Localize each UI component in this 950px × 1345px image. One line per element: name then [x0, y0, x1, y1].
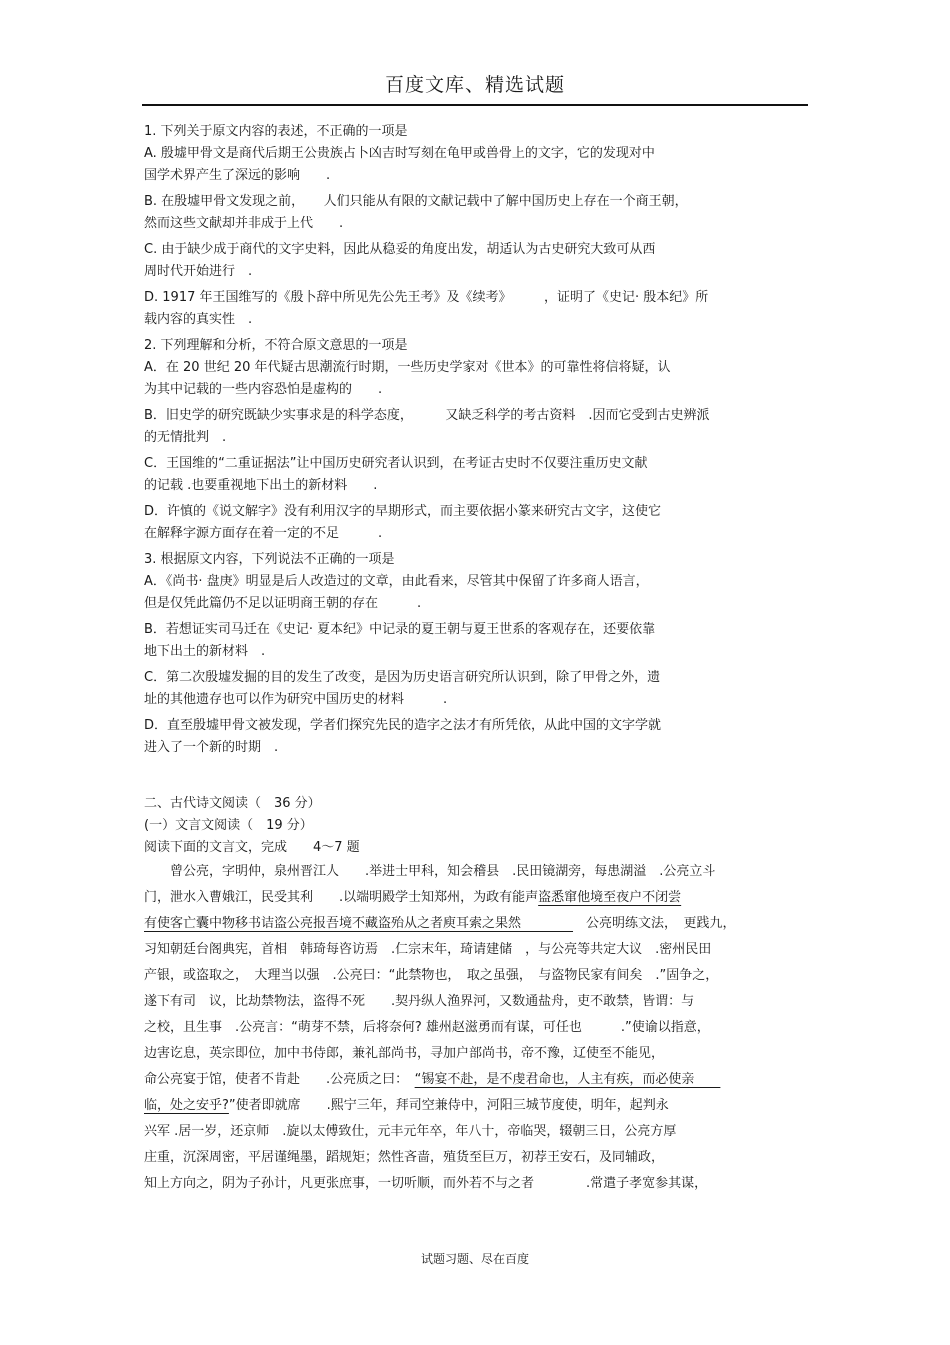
question-stem: 2. 下列理解和分析，不符合原文意思的一项是 — [144, 338, 408, 353]
passage-text: 知上方向之，阴为子孙计，凡更张庶事，一切听顺，而外若不与之者 .常遣子孝宽参其谋， — [144, 1176, 708, 1191]
passage-text: 习知朝廷台阁典宪，首相 韩琦每咨访焉 .仁宗末年，琦请建储 ，与公亮等共定大议 .密州民田 — [144, 942, 712, 957]
passage-line — [144, 1041, 808, 1067]
passage-text: ”使者即就席 .熙宁三年，拜司空兼侍中，河阳三城节度使，明年，起判永 — [228, 1098, 669, 1113]
passage-text: 产银，或盗取之， 大理当以强 .公亮曰：“此禁物也， 取之虽强， 与盗物民家有间矣 .”固争之， — [144, 968, 719, 983]
passage-line — [144, 1171, 808, 1197]
option-line: 的无情批判 . — [144, 430, 227, 445]
page-title: 百度文库、精选试题 — [384, 74, 565, 96]
passage-line — [144, 885, 808, 911]
option-line: 但是仅凭此篇仍不足以证明商王朝的存在 . — [144, 596, 422, 611]
underlined-sentence: “锡宴不赴，是不虔君命也，人主有疾，而必使亲 — [414, 1072, 721, 1087]
option-line: 为其中记载的一些内容恐怕是虚构的 . — [144, 382, 383, 397]
answer-option — [144, 571, 808, 615]
answer-option — [144, 619, 808, 663]
option-line: B. 在殷墟甲骨文发现之前， 人们只能从有限的文献记载中了解中国历史上存在一个商王朝， — [144, 194, 688, 209]
passage-text: 兴军 .居一岁，还京师 .旋以太傅致仕，元丰元年卒，年八十，帝临哭，辍朝三日，公亮方厚 — [144, 1124, 677, 1139]
option-line: 址的其他遗存也可以作为研究中国历史的材料 . — [144, 692, 448, 707]
answer-option — [144, 405, 808, 449]
passage-text: 边害讫息，英宗即位，加中书侍郎，兼礼部尚书，寻加户部尚书，帝不豫，辽使至不能见， — [144, 1046, 665, 1061]
option-line: 载内容的真实性 . — [144, 312, 253, 327]
passage-line — [144, 859, 808, 885]
option-line: A. 殷墟甲骨文是商代后期王公贵族占卜凶吉时写刻在龟甲或兽骨上的文字，它的发现对中 — [144, 146, 655, 161]
passage-line — [144, 1093, 808, 1119]
underlined-sentence: 有使客亡囊中物移书诘盗公亮报吾境不藏盗殆从之者庾耳索之果然 — [144, 916, 574, 931]
option-line: C．第二次殷墟发掘的目的发生了改变，是因为历史语言研究所认识到，除了甲骨之外，遗 — [144, 670, 661, 685]
section-title: 二、古代诗文阅读（ 36 分） — [144, 796, 321, 811]
passage-text: 曾公亮，字明仲，泉州晋江人 .举进士甲科，知会稽县 .民田镜湖旁，每患湖溢 .公亮立斗 — [144, 864, 716, 879]
answer-option — [144, 357, 808, 401]
passage-line — [144, 1145, 808, 1171]
option-line: D．许慎的《说文解字》没有利用汉字的早期形式，而主要依据小篆来研究古文字，这使它 — [144, 504, 662, 519]
question-block — [144, 335, 808, 549]
option-line: 国学术界产生了深远的影响 . — [144, 168, 331, 183]
option-line: 周时代开始进行 . — [144, 264, 253, 279]
answer-option — [144, 501, 808, 545]
answer-option — [144, 239, 808, 283]
question-block — [144, 121, 808, 335]
question-stem: 1. 下列关于原文内容的表述，不正确的一项是 — [144, 124, 408, 139]
passage-text: 命公亮宴于馆，使者不肯赴 .公亮质之曰： — [144, 1072, 415, 1087]
option-line: D. 1917 年王国维写的《殷卜辞中所见先公先王考》及《续考》 ，证明了《史记· 殷本纪》所 — [144, 290, 709, 305]
option-line: C．王国维的“二重证据法”让中国历史研究者认识到，在考证古史时不仅要注重历史文献 — [144, 456, 648, 471]
question-list — [144, 121, 808, 763]
answer-option — [144, 143, 808, 187]
option-line: 进入了一个新的时期 . — [144, 740, 279, 755]
answer-option — [144, 667, 808, 711]
passage-line — [144, 1015, 808, 1041]
classical-passage — [144, 859, 808, 1197]
page-footer — [0, 1250, 950, 1267]
passage-line — [144, 911, 808, 937]
passage-line — [144, 963, 808, 989]
option-line: 的记载 .也要重视地下出土的新材料 . — [144, 478, 378, 493]
question-stem: 3. 根据原文内容，下列说法不正确的一项是 — [144, 552, 395, 567]
document-body — [144, 121, 808, 1197]
passage-text: 庄重，沉深周密，平居谨绳墨，蹈规矩；然性吝啬，殖货至巨万，初荐王安石，及同辅政， — [144, 1150, 665, 1165]
option-line: C. 由于缺少成于商代的文字史料，因此从稳妥的角度出发，胡适认为古史研究大致可从西 — [144, 242, 656, 257]
passage-text: 遂下有司 议，比劫禁物法，盗得不死 .契丹纵人渔界河，又数通盐舟，吏不敢禁，皆谓：与 — [144, 994, 695, 1009]
option-line: B．旧史学的研究既缺少实事求是的科学态度， 又缺乏科学的考古资料 .因而它受到古史辨派 — [144, 408, 710, 423]
footer-text: 试题习题、尽在百度 — [420, 1252, 529, 1266]
answer-option — [144, 191, 808, 235]
option-line: A．在 20 世纪 20 年代疑古思潮流行时期，一些历史学家对《世本》的可靠性将信将疑，认 — [144, 360, 671, 375]
page-header — [142, 70, 808, 106]
passage-line — [144, 937, 808, 963]
passage-line — [144, 989, 808, 1015]
question-block — [144, 549, 808, 763]
answer-option — [144, 715, 808, 759]
option-line: A．《尚书· 盘庚》明显是后人改造过的文章，由此看来，尽管其中保留了许多商人语言， — [144, 574, 649, 589]
passage-text: 之校，且生事 .公亮言：“萌芽不禁，后将奈何? 雄州赵滋勇而有谋，可任也 .”使谕以指意， — [144, 1020, 710, 1035]
section-instruction: 阅读下面的文言文，完成 4～7 题 — [144, 840, 360, 855]
passage-line — [144, 1119, 808, 1145]
option-line: B．若想证实司马迁在《史记· 夏本纪》中记录的夏王朝与夏王世系的客观存在，还要依靠 — [144, 622, 656, 637]
option-line: 在解释字源方面存在着一定的不足 . — [144, 526, 383, 541]
underlined-sentence: 盗悉窜他境至夜户不闭尝 — [538, 890, 682, 905]
passage-text: 门，泄水入曹娥江，民受其利 .以端明殿学士知郑州，为政有能声 — [144, 890, 539, 905]
answer-option — [144, 287, 808, 331]
option-line: 然而这些文献却并非成于上代 . — [144, 216, 344, 231]
answer-option — [144, 453, 808, 497]
section-subtitle: (一）文言文阅读（ 19 分） — [144, 818, 313, 833]
option-line: 地下出土的新材料 . — [144, 644, 266, 659]
passage-line — [144, 1067, 808, 1093]
passage-text: 公亮明练文法， 更践九， — [573, 916, 736, 931]
option-line: D．直至殷墟甲骨文被发现，学者们探究先民的造字之法才有所凭依，从此中国的文字学就 — [144, 718, 662, 733]
underlined-sentence: 临，处之安乎? — [144, 1098, 229, 1113]
